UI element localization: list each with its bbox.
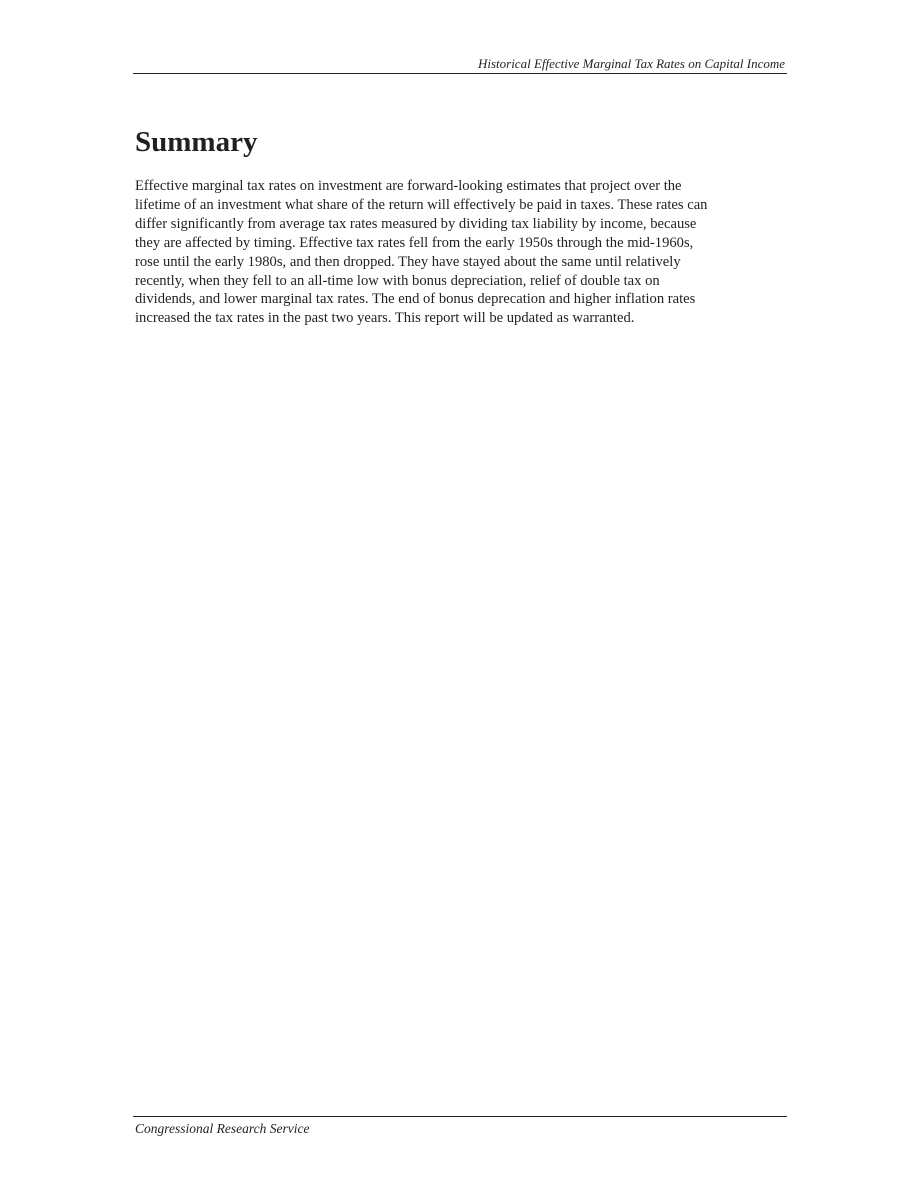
summary-line: differ significantly from average tax rates measured by dividing tax liability by income, because <box>135 215 697 232</box>
running-header <box>133 55 787 74</box>
footer-divider <box>133 1116 787 1117</box>
summary-line: rose until the early 1980s, and then dropped. They have stayed about the same until relatively <box>135 253 681 270</box>
summary-paragraph <box>135 177 790 328</box>
summary-line: dividends, and lower marginal tax rates. The end of bonus deprecation and higher inflation rates <box>135 291 696 308</box>
summary-line: increased the tax rates in the past two years. This report will be updated as warranted. <box>135 310 635 327</box>
summary-line: lifetime of an investment what share of the return will effectively be paid in taxes. These rates can <box>135 196 708 213</box>
summary-line: recently, when they fell to an all-time low with bonus depreciation, relief of double tax on <box>135 272 660 289</box>
footer-organization: Congressional Research Service <box>135 1121 310 1136</box>
page-title: Summary <box>135 126 258 158</box>
summary-line: Effective marginal tax rates on investment are forward-looking estimates that project over the <box>135 178 682 194</box>
summary-line: they are affected by timing. Effective tax rates fell from the early 1950s through the mid-1960s, <box>135 234 694 251</box>
running-header-title: Historical Effective Marginal Tax Rates on Capital Income <box>477 56 785 71</box>
